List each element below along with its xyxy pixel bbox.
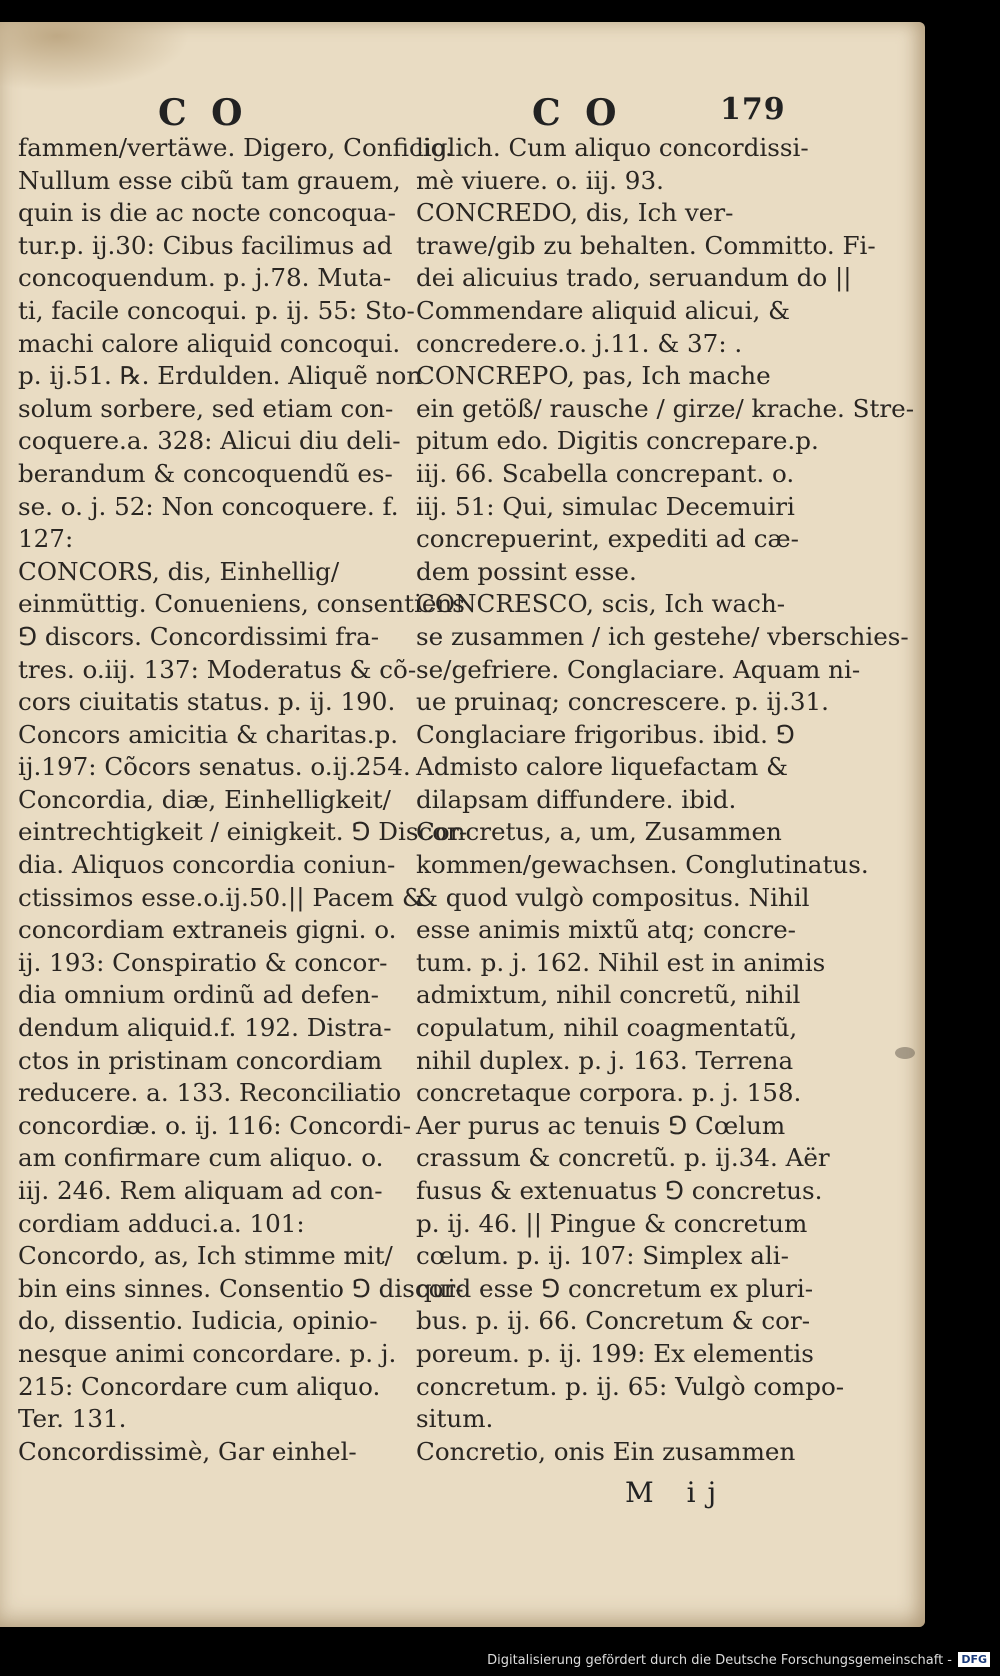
- right-text-column: [416, 132, 915, 1468]
- running-head-left: C O: [158, 92, 249, 134]
- dfg-logo: DFG: [958, 1652, 990, 1667]
- page-stain: [0, 22, 190, 92]
- right-column-line: p. ij. 46. || Pingue & concretum: [416, 1208, 808, 1238]
- running-head-center: C O: [532, 92, 623, 134]
- right-column-line: Concretio, onis Ein zusammen: [416, 1436, 796, 1466]
- right-column-line: fusus & extenuatus ⅁ concretus.: [416, 1176, 823, 1205]
- left-column-line: berandum & concoquendũ es-: [18, 458, 393, 488]
- right-column-line: iij. 51: Qui, simulac Decemuiri: [416, 491, 795, 521]
- right-column-line: nihil duplex. p. j. 163. Terrena: [416, 1045, 794, 1075]
- right-column-line: ein getöß/ rausche / girze/ krache. Stre-: [416, 393, 915, 423]
- left-column-line: nesque animi concordare. p. j.: [18, 1338, 397, 1368]
- left-column-line: Nullum esse cibũ tam grauem,: [18, 165, 401, 195]
- right-column-line: pitum edo. Digitis concrepare.p.: [416, 426, 819, 456]
- right-column-line: dei alicuius trado, seruandum do ||: [416, 263, 852, 293]
- left-column-line: ctissimos esse.o.ij.50.|| Pacem &: [18, 882, 424, 912]
- left-column-line: cordiam adduci.a. 101:: [18, 1208, 305, 1238]
- right-column-line: Aer purus ac tenuis ⅁ Cœlum: [416, 1110, 786, 1140]
- right-column-line: se zusammen / ich gestehe/ vberschies-: [416, 621, 909, 651]
- left-column-line: CONCORS, dis, Einhellig/: [18, 556, 340, 586]
- right-column-line: Conglaciare frigoribus. ibid. ⅁: [416, 719, 795, 749]
- funding-credit: Digitalisierung gefördert durch die Deutsche Forschungsgemeinschaft -: [487, 1653, 952, 1668]
- left-column-line: cors ciuitatis status. p. ij. 190.: [18, 687, 396, 717]
- right-column-line: admixtum, nihil concretũ, nihil: [416, 980, 801, 1010]
- right-column-line: crassum & concretũ. p. ij.34. Aër: [416, 1143, 830, 1173]
- right-column-line: situm.: [416, 1404, 494, 1434]
- right-column-line: bus. p. ij. 66. Concretum & cor-: [416, 1306, 811, 1336]
- right-column-line: quid esse ⅁ concretum ex pluri-: [416, 1273, 814, 1303]
- left-column-line: concoquendum. p. j.78. Muta-: [18, 263, 392, 293]
- right-column-line: CONCREDO, dis, Ich ver-: [416, 198, 734, 228]
- right-column-line: dilapsam diffundere. ibid.: [416, 784, 737, 814]
- left-column-line: dia omnium ordinũ ad defen-: [18, 980, 379, 1010]
- left-column-line: am confirmare cum aliquo. o.: [18, 1143, 384, 1173]
- left-column-line: reducere. a. 133. Reconciliatio: [18, 1078, 402, 1108]
- right-column-line: dem possint esse.: [416, 556, 637, 586]
- left-column-line: tres. o.iij. 137: Moderatus & cõ-: [18, 654, 417, 684]
- page-number: 179: [720, 92, 786, 127]
- page-smudge: [895, 1047, 915, 1059]
- left-column-line: Concordissimè, Gar einhel-: [18, 1436, 357, 1466]
- right-column-line: Commendare aliquid alicui, &: [416, 295, 790, 325]
- left-column-line: Ter. 131.: [18, 1404, 127, 1434]
- left-column-line: fammen/vertäwe. Digero, Conficio.: [18, 133, 453, 162]
- left-column-line: solum sorbere, sed etiam con-: [18, 393, 394, 423]
- right-column-line: CONCRESCO, scis, Ich wach-: [416, 589, 786, 619]
- right-column-line: concretaque corpora. p. j. 158.: [416, 1078, 802, 1108]
- right-column-line: liglich. Cum aliquo concordissi-: [416, 133, 809, 162]
- right-column-line: & quod vulgò compositus. Nihil: [416, 882, 810, 912]
- right-column-line: se/gefriere. Conglaciare. Aquam ni-: [416, 654, 861, 684]
- left-column-line: se. o. j. 52: Non concoquere. f.: [18, 491, 399, 521]
- left-column-line: concordiæ. o. ij. 116: Concordi-: [18, 1110, 412, 1140]
- left-column-line: do, dissentio. Iudicia, opinio-: [18, 1306, 378, 1336]
- left-column-line: einmüttig. Conueniens, consentiens: [18, 589, 465, 619]
- right-column-line: copulatum, nihil coagmentatũ,: [416, 1013, 798, 1043]
- left-column-line: dendum aliquid.f. 192. Distra-: [18, 1013, 392, 1043]
- left-column-line: quin is die ac nocte concoqua-: [18, 198, 396, 228]
- left-column-line: machi calore aliquid concoqui.: [18, 328, 401, 358]
- left-column-line: ti, facile concoqui. p. ij. 55: Sto-: [18, 295, 415, 325]
- left-column-line: Concors amicitia & charitas.p.: [18, 719, 399, 749]
- right-column-line: concretum. p. ij. 65: Vulgò compo-: [416, 1371, 845, 1401]
- right-column-line: trawe/gib zu behalten. Committo. Fi-: [416, 230, 876, 260]
- right-column-line: esse animis mixtũ atq; concre-: [416, 915, 796, 945]
- left-column-line: ctos in pristinam concordiam: [18, 1045, 383, 1075]
- right-column-line: kommen/gewachsen. Conglutinatus.: [416, 850, 869, 880]
- right-column-line: ue pruinaq; concrescere. p. ij.31.: [416, 687, 829, 717]
- right-column-line: iij. 66. Scabella concrepant. o.: [416, 458, 795, 488]
- right-column-line: concrepuerint, expediti ad cæ-: [416, 524, 799, 554]
- footer-bar: [0, 1647, 1000, 1676]
- left-column-line: ij. 193: Conspiratio & concor-: [18, 947, 388, 977]
- left-column-line: coquere.a. 328: Alicui diu deli-: [18, 426, 401, 456]
- right-column-line: mè viuere. o. iij. 93.: [416, 165, 664, 195]
- left-column-line: 215: Concordare cum aliquo.: [18, 1371, 381, 1401]
- right-column-line: Concretus, a, um, Zusammen: [416, 817, 782, 847]
- left-column-line: eintrechtigkeit / einigkeit. ⅁ Discor-: [18, 817, 468, 847]
- left-column-line: ij.197: Cõcors senatus. o.ij.254.: [18, 752, 411, 782]
- left-column-line: dia. Aliquos concordia coniun-: [18, 850, 396, 880]
- left-column-line: p. ij.51. ℞. Erdulden. Aliquẽ non: [18, 361, 423, 391]
- left-column-line: bin eins sinnes. Consentio ⅁ discor-: [18, 1273, 464, 1303]
- left-column-line: ⅁ discors. Concordissimi fra-: [18, 621, 380, 651]
- left-column-line: iij. 246. Rem aliquam ad con-: [18, 1176, 383, 1205]
- right-column-line: concredere.o. j.11. & 37: .: [416, 328, 743, 358]
- signature-mark: M ij: [625, 1476, 729, 1509]
- right-column-line: poreum. p. ij. 199: Ex elementis: [416, 1338, 814, 1368]
- right-column-line: cœlum. p. ij. 107: Simplex ali-: [416, 1241, 789, 1271]
- right-column-line: tum. p. j. 162. Nihil est in animis: [416, 947, 826, 977]
- right-column-line: CONCREPO, pas, Ich mache: [416, 361, 771, 391]
- left-column-line: tur.p. ij.30: Cibus facilimus ad: [18, 230, 393, 260]
- left-column-line: Concordia, diæ, Einhelligkeit/: [18, 784, 391, 814]
- left-column-line: concordiam extraneis gigni. o.: [18, 915, 397, 945]
- left-column-line: 127:: [18, 524, 74, 554]
- right-column-line: Admisto calore liquefactam &: [416, 752, 789, 782]
- left-column-line: Concordo, as, Ich stimme mit/: [18, 1241, 393, 1271]
